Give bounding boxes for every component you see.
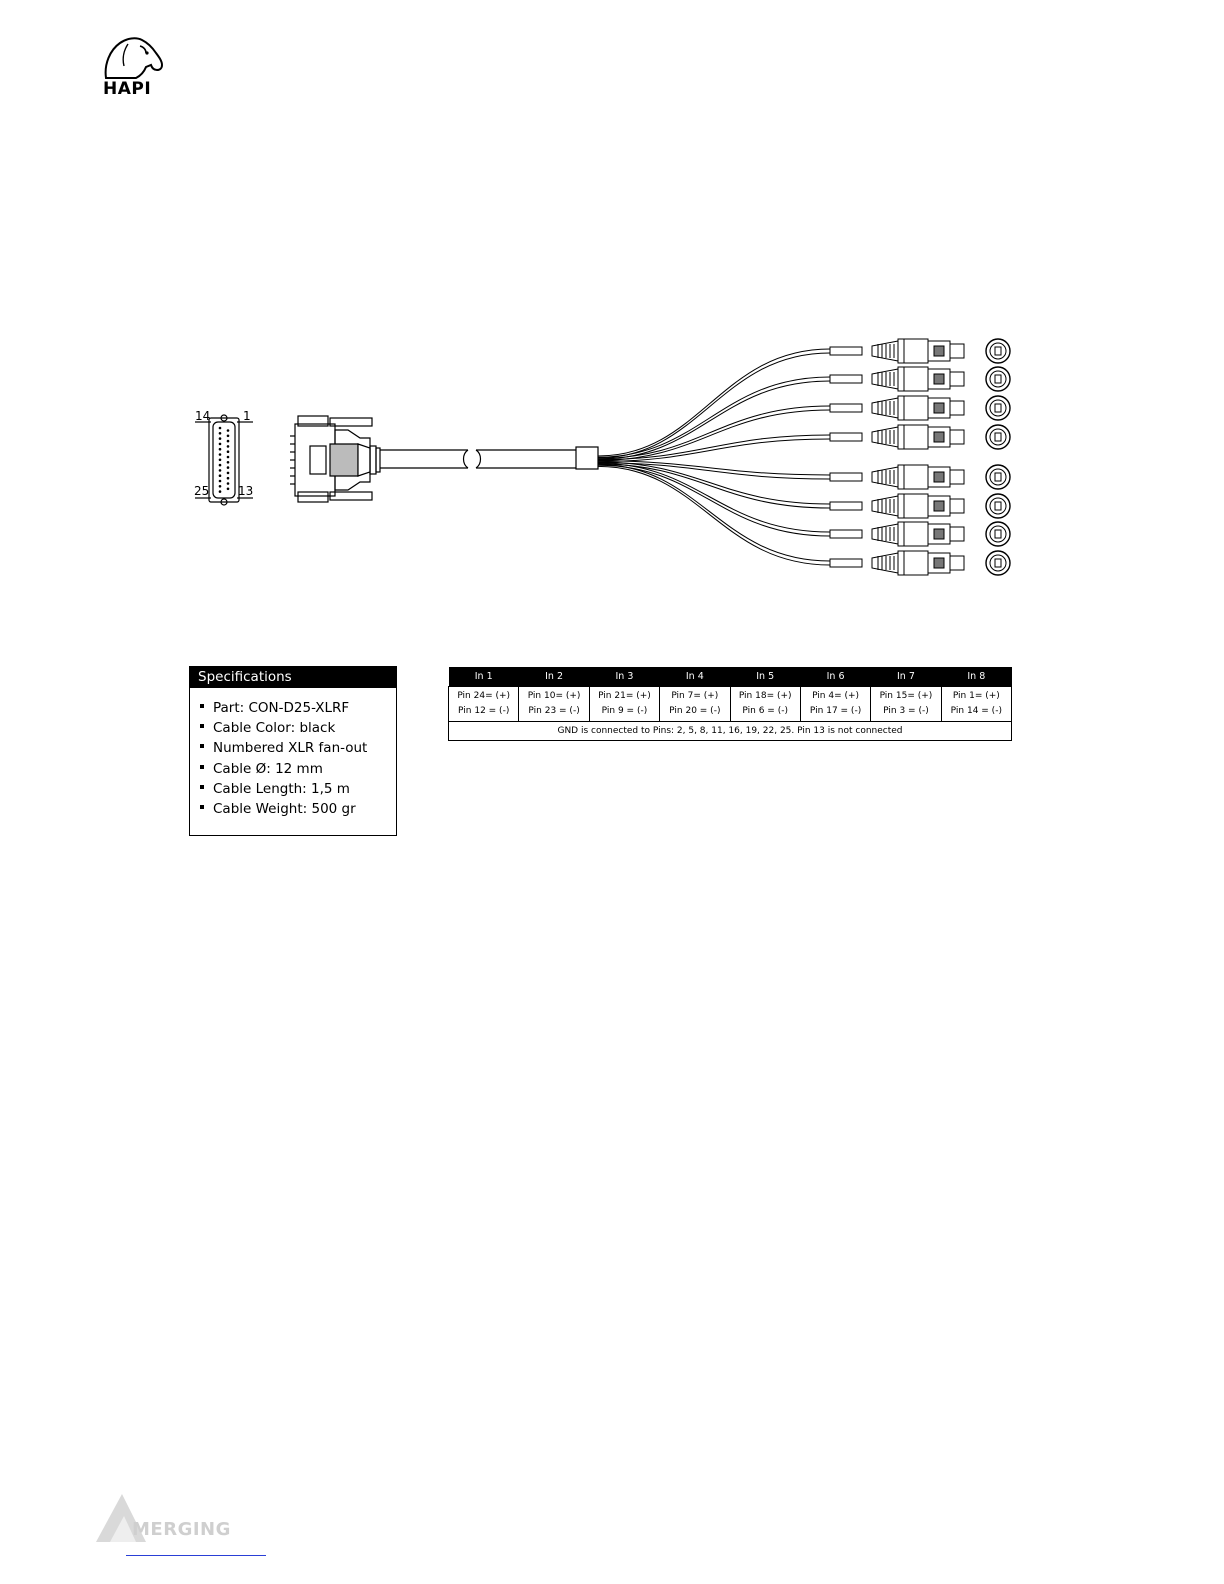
db25-pin-dot — [219, 485, 222, 488]
table-row — [449, 687, 1012, 722]
db25-pin-dot — [227, 445, 230, 448]
pin-cell — [660, 687, 730, 722]
hapi-logo — [100, 34, 164, 98]
cable-number-sleeve — [830, 559, 862, 567]
pin-cell — [449, 687, 519, 722]
xlr-body — [898, 494, 928, 518]
xlr-nose — [950, 372, 964, 386]
spec-item — [200, 738, 396, 758]
cable-number-sleeve — [830, 347, 862, 355]
column-header: In 8 — [941, 667, 1011, 687]
spec-item — [200, 779, 396, 799]
xlr-nose — [950, 430, 964, 444]
db25-pin-dot — [219, 469, 222, 472]
table-row — [449, 722, 1012, 741]
db25-pin-dot — [219, 437, 222, 440]
db25-pin-dot — [227, 450, 230, 453]
xlr-nose — [950, 527, 964, 541]
xlr-body — [898, 425, 928, 449]
specifications-list — [190, 688, 396, 819]
pin-plus: Pin 10= (+) — [527, 691, 581, 701]
spec-item-text: Cable Weight: 500 gr — [213, 801, 356, 818]
spec-item — [200, 698, 396, 718]
column-header: In 3 — [589, 667, 659, 687]
pin-cell — [730, 687, 800, 722]
db25-pin-dot — [227, 440, 230, 443]
cable-number-sleeve — [830, 530, 862, 538]
spec-item-text: Numbered XLR fan-out — [213, 740, 368, 757]
spec-item-text: Cable Color: black — [213, 720, 336, 737]
fanout-wire — [598, 465, 830, 536]
fanout-wire — [598, 410, 830, 460]
xlr-body — [898, 465, 928, 489]
fanout-wire — [598, 353, 830, 458]
db25-pin-dot — [227, 429, 230, 432]
pin-minus: Pin 6 = (-) — [742, 706, 788, 716]
db25-pin-dot — [227, 435, 230, 438]
cable-diagram — [180, 320, 1040, 600]
db25-pin-dot — [227, 488, 230, 491]
db25-pin-dot — [227, 482, 230, 485]
pin-minus: Pin 17 = (-) — [809, 706, 862, 716]
pin-cell — [519, 687, 589, 722]
db25-pin-dot — [219, 448, 222, 451]
xlr-nose — [950, 344, 964, 358]
table-header-row — [449, 667, 1012, 687]
specifications-box — [189, 666, 397, 836]
spec-item — [200, 799, 396, 819]
bullet-icon — [200, 765, 204, 769]
pin-cell — [589, 687, 659, 722]
db25-pin-dot — [219, 474, 222, 477]
cable-number-sleeve — [830, 404, 862, 412]
pin-plus: Pin 7= (+) — [671, 691, 719, 701]
column-header: In 5 — [730, 667, 800, 687]
merging-logo-text: MERGING — [132, 1519, 231, 1540]
xlr-latch-button — [934, 432, 944, 442]
xlr-cable-4 — [598, 425, 1010, 462]
xlr-nose — [950, 401, 964, 415]
cable-number-sleeve — [830, 502, 862, 510]
column-header: In 7 — [871, 667, 941, 687]
xlr-body — [898, 522, 928, 546]
xlr-latch-button — [934, 558, 944, 568]
db25-pin-dot — [227, 456, 230, 459]
spec-item — [200, 718, 396, 738]
fanout-wire — [598, 463, 830, 532]
pin-label-25: 25 — [194, 484, 210, 498]
fanout-wire — [598, 381, 830, 459]
merging-logo — [96, 1492, 286, 1564]
bullet-icon — [200, 805, 204, 809]
xlr-nose — [950, 470, 964, 484]
xlr-latch-button — [934, 472, 944, 482]
xlr-latch-button — [934, 403, 944, 413]
db25-pin-dot — [219, 432, 222, 435]
lion-head-icon — [100, 34, 164, 82]
xlr-body — [898, 339, 928, 363]
db25-pin-dot — [227, 461, 230, 464]
pin-plus: Pin 21= (+) — [598, 691, 651, 701]
specifications-title: Specifications — [190, 667, 396, 688]
db25-pin-dots — [219, 427, 230, 493]
bullet-icon — [200, 704, 204, 708]
xlr-cable-5 — [598, 461, 1010, 489]
pin-label-13: 13 — [238, 484, 254, 498]
pin-cell — [800, 687, 870, 722]
spec-item-text: Cable Length: 1,5 m — [213, 780, 350, 797]
pin-label-14: 14 — [195, 409, 211, 423]
xlr-body — [898, 396, 928, 420]
fanout-wire — [598, 377, 830, 457]
column-header: In 6 — [800, 667, 870, 687]
cable-number-sleeve — [830, 375, 862, 383]
pin-plus: Pin 1= (+) — [952, 691, 1000, 701]
spec-item — [200, 759, 396, 779]
xlr-body — [898, 551, 928, 575]
pin-minus: Pin 12 = (-) — [458, 706, 510, 716]
column-header: In 2 — [519, 667, 589, 687]
db25-pin-dot — [219, 480, 222, 483]
db25-pin-dot — [227, 477, 230, 480]
db25-pin-dot — [219, 427, 222, 430]
db25-connector-icon — [290, 416, 380, 502]
xlr-body — [898, 367, 928, 391]
pin-minus: Pin 14 = (-) — [950, 706, 1002, 716]
spec-item-text: Part: CON-D25-XLRF — [213, 700, 350, 716]
pin-cell — [871, 687, 941, 722]
pin-minus: Pin 3 = (-) — [883, 706, 929, 716]
bullet-icon — [200, 744, 204, 748]
cable-diagram-drawing — [180, 320, 1040, 600]
pin-cell — [941, 687, 1011, 722]
xlr-latch-button — [934, 346, 944, 356]
cable-number-sleeve — [830, 433, 862, 441]
fanout-wire — [598, 406, 830, 458]
gnd-note: GND is connected to Pins: 2, 5, 8, 11, 16, 19, 22, 25. Pin 13 is not connected — [449, 722, 1012, 741]
db25-pin-dot — [219, 443, 222, 446]
hapi-logo-text: HAPI — [103, 79, 152, 99]
bullet-icon — [200, 724, 204, 728]
pin-assignment-table — [448, 667, 1012, 741]
xlr-nose — [950, 556, 964, 570]
pin-minus: Pin 20 = (-) — [669, 706, 721, 716]
xlr-latch-button — [934, 501, 944, 511]
pin-plus: Pin 24= (+) — [457, 691, 511, 701]
fanout-wire — [598, 466, 830, 565]
db25-pin-dot — [219, 453, 222, 456]
bullet-icon — [200, 785, 204, 789]
pin-plus: Pin 15= (+) — [879, 691, 933, 701]
pin-minus: Pin 23 = (-) — [528, 706, 580, 716]
db25-pin-dot — [219, 459, 222, 462]
pin-minus: Pin 9 = (-) — [601, 706, 648, 716]
xlr-latch-button — [934, 374, 944, 384]
db25-pin-dot — [227, 466, 230, 469]
footer-link-underline — [126, 1555, 266, 1556]
db25-pin-dot — [219, 464, 222, 467]
cable-number-sleeve — [830, 473, 862, 481]
xlr-nose — [950, 499, 964, 513]
column-header: In 1 — [449, 667, 519, 687]
xlr-fanout — [598, 339, 1010, 575]
main-cable — [380, 447, 598, 469]
db25-pin-dot — [219, 490, 222, 493]
pin-plus: Pin 4= (+) — [812, 691, 860, 701]
db25-pin-dot — [227, 472, 230, 475]
column-header: In 4 — [660, 667, 730, 687]
pin-plus: Pin 18= (+) — [738, 691, 792, 701]
pin-label-1: 1 — [243, 409, 251, 423]
xlr-latch-button — [934, 529, 944, 539]
spec-item-text: Cable Ø: 12 mm — [213, 760, 323, 777]
